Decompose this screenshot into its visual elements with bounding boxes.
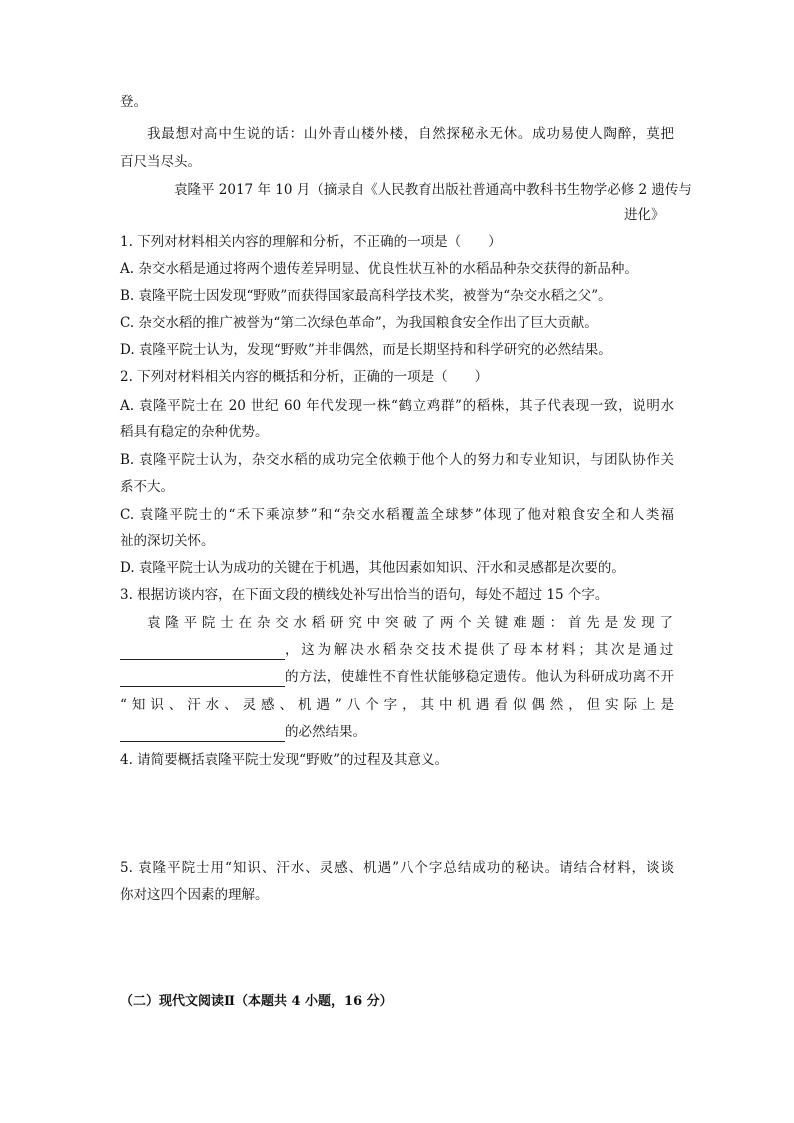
question-3-paragraph-line-2-text: ，这为解决水稻杂交技术提供了母本材料；其次是通过 bbox=[285, 642, 674, 658]
question-3-paragraph-line-3-text: 的方法，使雄性不育性状能够稳定遗传。他认为科研成功离不开 bbox=[285, 669, 674, 685]
question-2-option-b-line-2: 系不大。 bbox=[120, 479, 174, 495]
question-2-stem: 2. 下列对材料相关内容的概括和分析，正确的一项是（ ） bbox=[120, 369, 489, 385]
passage-line-1: 登。 bbox=[120, 94, 147, 110]
question-5-stem-line-1: 5. 袁隆平院士用“知识、汗水、灵感、机遇”八个字总结成功的秘诀。请结合材料，谈谈 bbox=[120, 860, 674, 876]
question-3-stem: 3. 根据访谈内容，在下面文段的横线处补写出恰当的语句，每处不超过 15 个字。 bbox=[120, 587, 609, 603]
question-1-option-d: D. 袁隆平院士认为，发现“野败”并非偶然，而是长期坚持和科学研究的必然结果。 bbox=[120, 342, 612, 358]
passage-line-2: 我最想对高中生说的话：山外青山楼外楼，自然探秘永无休。成功易使人陶醉，莫把 bbox=[147, 126, 674, 142]
question-2-option-c-line-1: C. 袁隆平院士的“禾下乘凉梦”和“杂交水稻覆盖全球梦”体现了他对粮食安全和人类福 bbox=[120, 507, 674, 523]
question-2-option-a-line-1: A. 袁隆平院士在 20 世纪 60 年代发现一株“鹤立鸡群”的稻株，其子代表现一致，说明水 bbox=[120, 398, 674, 414]
question-3-paragraph-line-5-text: 的必然结果。 bbox=[285, 724, 366, 740]
question-3-paragraph-line-5 bbox=[120, 722, 366, 742]
answer-blank-2[interactable] bbox=[120, 672, 285, 687]
question-2-option-b-line-1: B. 袁隆平院士认为，杂交水稻的成功完全依赖于他个人的努力和专业知识，与团队协作关 bbox=[120, 452, 674, 468]
section-heading: （二）现代文阅读Ⅱ（本题共 4 小题，16 分） bbox=[120, 994, 393, 1009]
question-2-option-d: D. 袁隆平院士认为成功的关键在于机遇，其他因素如知识、汗水和灵感都是次要的。 bbox=[120, 560, 625, 576]
question-5-stem-line-2: 你对这四个因素的理解。 bbox=[120, 887, 269, 903]
question-1-option-b: B. 袁隆平院士因发现“野败”而获得国家最高科学技术奖，被誉为“杂交水稻之父”。 bbox=[120, 288, 612, 304]
question-3-paragraph-line-3 bbox=[120, 667, 674, 687]
answer-blank-3[interactable] bbox=[120, 727, 285, 742]
question-4-stem: 4. 请简要概括袁隆平院士发现“野败”的过程及其意义。 bbox=[120, 752, 448, 768]
question-3-paragraph-line-2 bbox=[120, 640, 674, 660]
question-3-paragraph-line-1: 袁隆平院士在杂交水稻研究中突破了两个关键难题：首先是发现了 bbox=[147, 615, 674, 631]
answer-blank-1[interactable] bbox=[120, 645, 285, 660]
question-1-option-c: C. 杂交水稻的推广被誉为“第二次绿色革命”，为我国粮食安全作出了巨大贡献。 bbox=[120, 315, 598, 331]
question-1-stem: 1. 下列对材料相关内容的理解和分析，不正确的一项是（ ） bbox=[120, 234, 502, 250]
question-2-option-a-line-2: 稻具有稳定的杂种优势。 bbox=[120, 424, 269, 440]
source-citation-line-1: 袁隆平 2017 年 10 月（摘录自《人民教育出版社普通高中教科书生物学必修 2 遗传与 bbox=[174, 182, 692, 198]
question-3-paragraph-line-4: “知识、汗水、灵感、机遇”八个字，其中机遇看似偶然，但实际上是 bbox=[120, 697, 674, 713]
question-1-option-a: A. 杂交水稻是通过将两个遗传差异明显、优良性状互补的水稻品种杂交获得的新品种。 bbox=[120, 261, 638, 277]
source-citation-line-2: 进化》 bbox=[624, 207, 665, 223]
question-2-option-c-line-2: 祉的深切关怀。 bbox=[120, 533, 215, 549]
passage-line-3: 百尺当尽头。 bbox=[120, 154, 201, 170]
